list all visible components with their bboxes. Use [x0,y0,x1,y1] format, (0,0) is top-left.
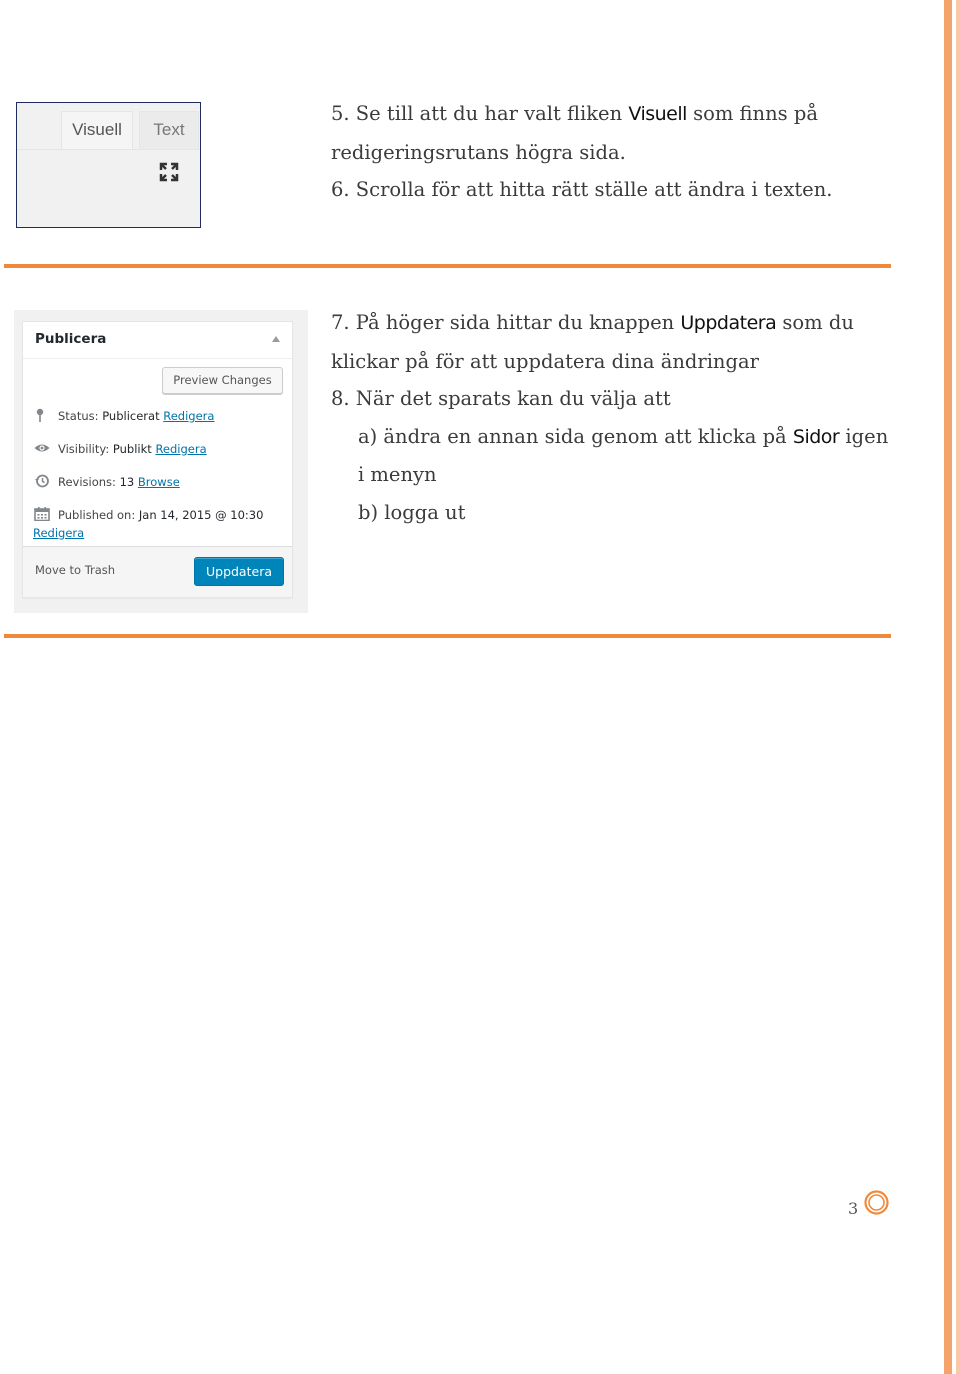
publish-box-footer [23,546,292,597]
collapse-arrow-icon[interactable] [272,336,280,342]
instructions-bottom [331,304,888,531]
section-divider [4,264,891,268]
page-circle-icon [864,1190,889,1215]
fullscreen-expand-icon[interactable] [158,161,180,183]
step-8a [331,418,888,457]
calendar-icon [34,507,50,521]
step-8a-keyword: Sidor [792,425,840,448]
revisions-value: 13 [119,475,135,489]
step-5-text: 5. Se till att du har valt fliken [331,102,629,125]
visibility-row [34,441,207,456]
section-divider-bottom [4,634,891,638]
published-edit-row [33,526,84,540]
page-number: 3 [848,1199,859,1218]
step-7-line2: klickar på för att uppdatera dina ändringar [331,349,759,373]
step-5-keyword: Visuell [628,103,687,125]
history-icon [34,474,50,488]
step-7-text: 7. På höger sida hittar du knappen [331,311,681,334]
revisions-label: Revisions: [58,475,120,489]
publish-box [22,321,293,598]
revisions-browse-link[interactable]: Browse [137,475,180,489]
visibility-edit-link[interactable]: Redigera [155,442,207,456]
publish-box-screenshot [14,310,308,613]
preview-changes-button[interactable]: Preview Changes [162,367,283,394]
status-row [34,408,214,423]
pin-icon [34,408,50,422]
status-edit-link[interactable]: Redigera [163,409,215,423]
step-5 [331,95,832,134]
step-8a-line2: i menyn [358,463,437,486]
visibility-value: Publikt [112,442,152,456]
tab-text[interactable]: Text [139,111,199,149]
publish-box-header [23,322,292,359]
step-7 [331,304,888,343]
eye-icon [34,441,50,455]
step-8b: b) logga ut [358,500,466,524]
update-button[interactable]: Uppdatera [194,557,284,586]
tab-visual[interactable]: Visuell [61,111,133,149]
published-edit-link[interactable]: Redigera [33,526,85,540]
step-6: 6. Scrolla för att hitta rätt ställe att ändra i texten. [331,178,833,201]
visibility-label: Visibility: [58,442,113,456]
published-label: Published on: [58,508,139,522]
page-edge-bar-light [956,0,960,1374]
published-row [34,507,263,522]
step-8a-text-end: igen [839,424,889,448]
editor-tabs-screenshot [16,102,201,228]
publish-box-title: Publicera [35,331,107,347]
step-5-line2: redigeringsrutans högra sida. [331,140,626,164]
step-7-keyword: Uppdatera [680,312,777,334]
move-to-trash-link[interactable]: Move to Trash [35,563,116,577]
published-value: Jan 14, 2015 @ 10:30 [138,508,264,522]
page-edge-bar [944,0,952,1374]
revisions-row [34,474,180,489]
step-7-text-end: som du [776,311,854,334]
step-5-text-end: som finns på [686,102,818,125]
step-8: 8. När det sparats kan du välja att [331,387,671,410]
step-8a-text: a) ändra en annan sida genom att klicka på [358,424,793,448]
instructions-top [331,95,832,209]
status-value: Publicerat [102,409,160,423]
status-label: Status: [58,409,103,423]
